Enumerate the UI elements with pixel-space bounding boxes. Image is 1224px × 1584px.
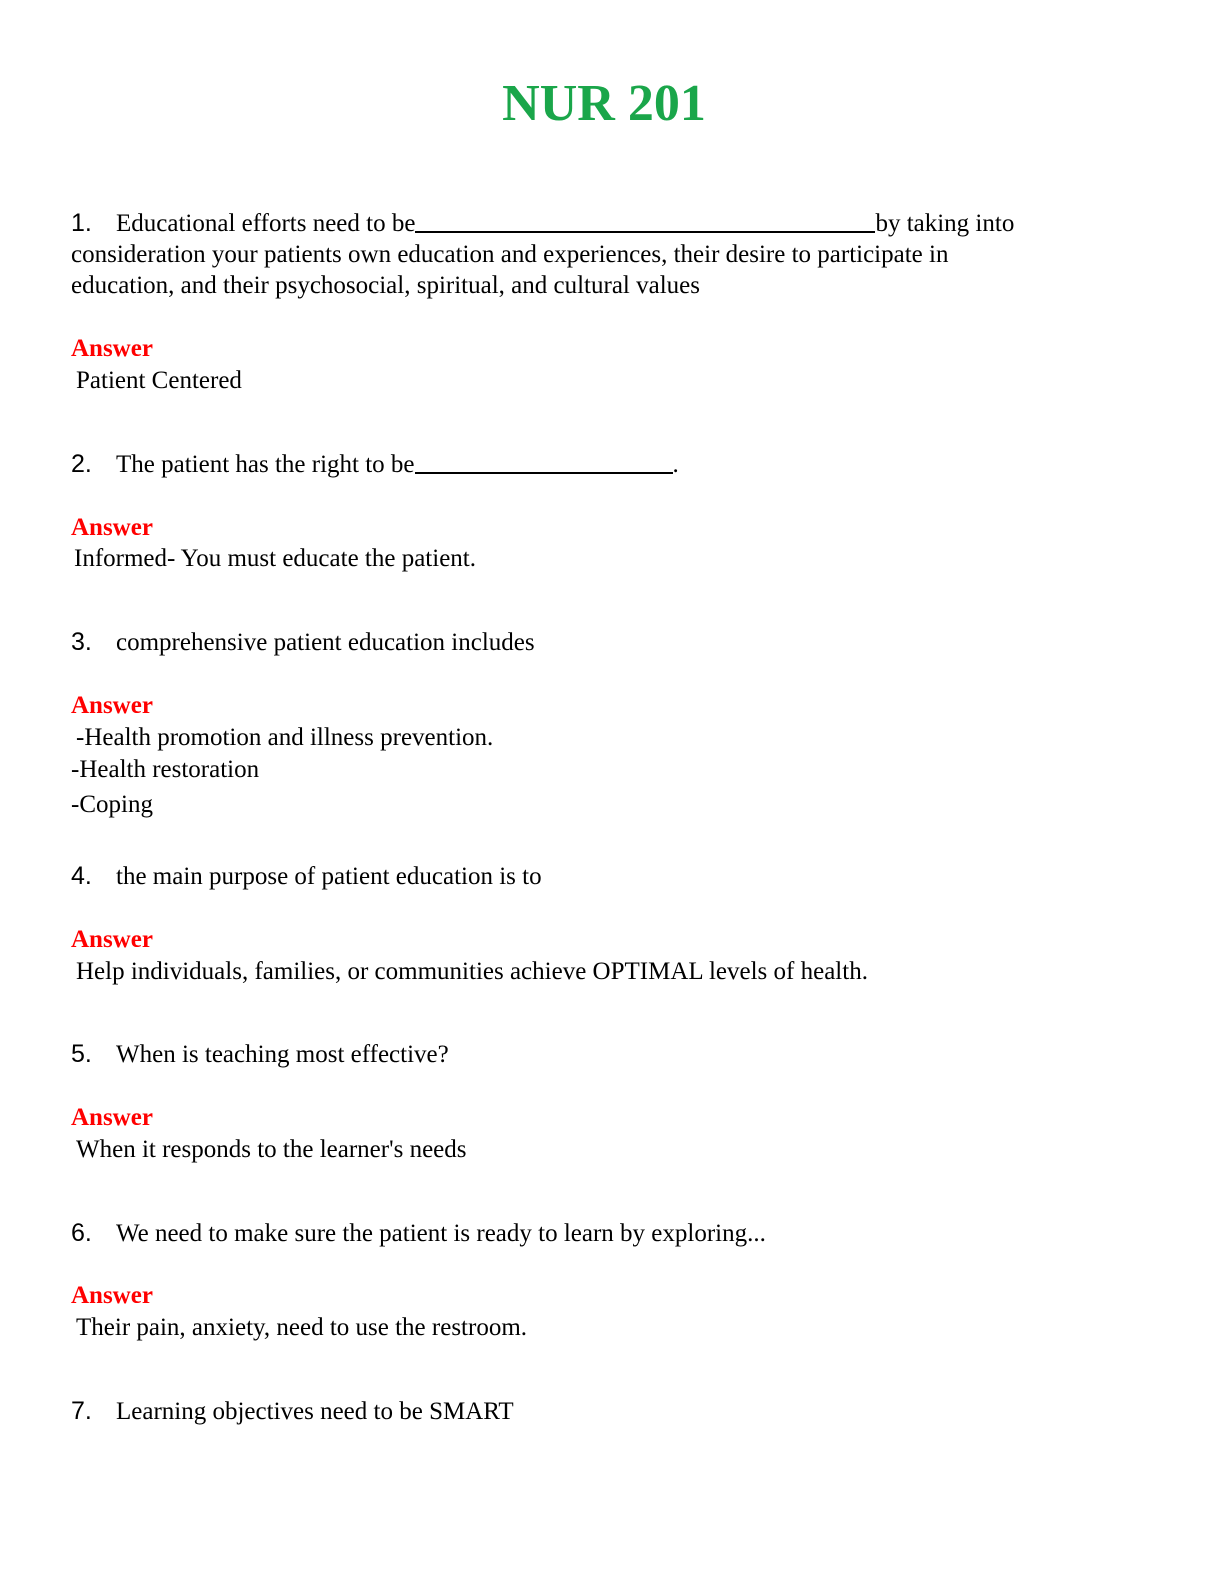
answer-line: -Health promotion and illness prevention. (76, 724, 494, 751)
answer-label: Answer (71, 514, 153, 541)
answer-1 (71, 365, 242, 397)
answer-label: Answer (71, 1282, 153, 1309)
question-number: 4. (71, 862, 92, 890)
question-4-line-1 (71, 861, 1081, 892)
answer-5 (71, 1134, 467, 1166)
question-number: 5. (71, 1040, 92, 1068)
question-text: When is teaching most effective? (116, 1041, 449, 1068)
question-text: We need to make sure the patient is ready to learn by exploring... (116, 1220, 766, 1247)
question-5 (71, 1039, 1081, 1070)
answer-6 (71, 1312, 527, 1344)
question-6 (71, 1218, 1081, 1249)
answer-label: Answer (71, 335, 153, 362)
question-3-line-1 (71, 627, 1081, 658)
question-4 (71, 861, 1081, 892)
answer-label: Answer (71, 1104, 153, 1131)
question-1-line-3: education, and their psychosocial, spiritual, and cultural values (71, 272, 700, 299)
answer-line: Help individuals, families, or communities achieve OPTIMAL levels of health. (76, 958, 868, 985)
answer-line: Informed- You must educate the patient. (74, 545, 476, 572)
answer-line: Patient Centered (76, 367, 242, 394)
answer-line: Their pain, anxiety, need to use the restroom. (76, 1314, 528, 1341)
answer-blank (415, 209, 875, 233)
answer-3 (71, 722, 493, 821)
question-1-line-1 (71, 207, 1081, 239)
question-1 (71, 207, 1081, 301)
answer-label: Answer (71, 926, 153, 953)
question-text-after-blank: by taking into (875, 210, 1015, 237)
answer-blank (415, 450, 673, 474)
question-2 (71, 448, 1081, 480)
question-number: 3. (71, 628, 92, 656)
question-text: Educational efforts need to be (116, 210, 416, 237)
question-text: the main purpose of patient education is to (116, 863, 542, 890)
question-3 (71, 627, 1081, 658)
question-text-after-blank: . (672, 451, 679, 478)
answer-2 (71, 543, 476, 575)
question-text: Learning objectives need to be SMART (116, 1398, 514, 1425)
answer-line: -Health restoration (71, 756, 260, 783)
question-7 (71, 1396, 1081, 1427)
question-number: 7. (71, 1397, 92, 1425)
question-2-line-1 (71, 448, 1081, 480)
question-1-line-2: consideration your patients own education and experiences, their desire to participate in (71, 241, 949, 268)
question-number: 1. (71, 209, 92, 237)
question-text: comprehensive patient education includes (116, 629, 535, 656)
question-6-line-1 (71, 1218, 1081, 1249)
answer-label: Answer (71, 692, 153, 719)
answer-4 (71, 956, 868, 988)
question-number: 6. (71, 1219, 92, 1247)
question-7-line-1 (71, 1396, 1081, 1427)
question-number: 2. (71, 450, 92, 478)
question-text: The patient has the right to be (116, 451, 415, 478)
question-5-line-1 (71, 1039, 1081, 1070)
page-title: NUR 201 (502, 75, 706, 132)
answer-line: -Coping (71, 791, 153, 818)
answer-line: When it responds to the learner's needs (76, 1136, 467, 1163)
